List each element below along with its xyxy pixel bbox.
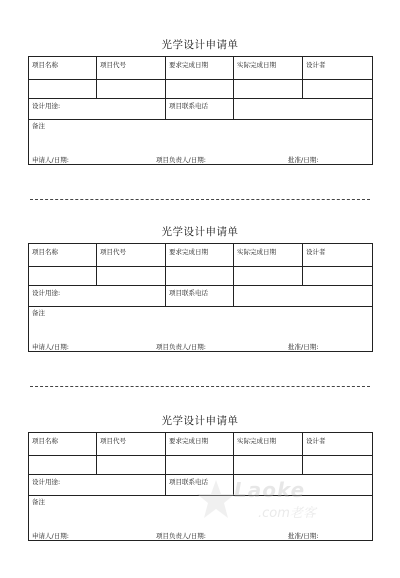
owner-signature: 项目负责人/日期: [156,343,206,351]
note-field[interactable]: 备注 [29,496,373,541]
form-title: 光学设计申请单 [161,226,239,238]
applicant-signature: 申请人/日期: [32,156,69,164]
form-title: 光学设计申请单 [161,39,239,51]
approver-signature: 批准/日期: [288,343,319,351]
note-field[interactable]: 备注 [29,120,373,165]
field-project-code[interactable] [97,80,166,99]
design-purpose-field[interactable]: 设计用途: [29,286,166,307]
field-required-date[interactable] [166,267,234,286]
header-designer: 设计者 [303,244,373,267]
header-project-name: 项目名称 [29,57,97,80]
field-actual-date[interactable] [234,456,303,475]
form-title: 光学设计申请单 [161,415,239,427]
header-actual-date: 实际完成日期 [234,433,303,456]
field-project-code[interactable] [97,267,166,286]
form-table [28,56,373,165]
header-actual-date: 实际完成日期 [234,57,303,80]
header-project-code: 项目代号 [97,433,166,456]
field-required-date[interactable] [166,80,234,99]
watermark-star-icon [196,478,236,522]
header-project-code: 项目代号 [97,57,166,80]
field-designer[interactable] [303,267,373,286]
contact-phone-label: 项目联系电话 [166,99,234,120]
applicant-signature: 申请人/日期: [32,343,69,351]
header-project-code: 项目代号 [97,244,166,267]
field-actual-date[interactable] [234,80,303,99]
watermark-logo [196,478,356,522]
field-actual-date[interactable] [234,267,303,286]
contact-phone-label: 项目联系电话 [166,475,234,496]
form-table [28,243,373,352]
design-purpose-field[interactable]: 设计用途: [29,99,166,120]
watermark-subtext: .com老客 [258,506,316,521]
approver-signature: 批准/日期: [288,532,319,540]
header-required-date: 要求完成日期 [166,57,234,80]
field-designer[interactable] [303,456,373,475]
applicant-signature: 申请人/日期: [32,532,69,540]
header-actual-date: 实际完成日期 [234,244,303,267]
header-designer: 设计者 [303,433,373,456]
field-required-date[interactable] [166,456,234,475]
field-designer[interactable] [303,80,373,99]
field-project-name[interactable] [29,80,97,99]
note-field[interactable]: 备注 [29,307,373,352]
header-required-date: 要求完成日期 [166,244,234,267]
header-required-date: 要求完成日期 [166,433,234,456]
approver-signature: 批准/日期: [288,156,319,164]
contact-phone-label: 项目联系电话 [166,286,234,307]
header-project-name: 项目名称 [29,244,97,267]
field-project-name[interactable] [29,267,97,286]
owner-signature: 项目负责人/日期: [156,532,206,540]
owner-signature: 项目负责人/日期: [156,156,206,164]
watermark-text: Laoke [234,478,306,502]
contact-phone-field[interactable] [234,286,373,307]
cut-line-1 [30,199,370,200]
design-purpose-field[interactable]: 设计用途: [29,475,166,496]
contact-phone-field[interactable] [234,99,373,120]
cut-line-2 [30,386,370,387]
field-project-code[interactable] [97,456,166,475]
field-project-name[interactable] [29,456,97,475]
header-designer: 设计者 [303,57,373,80]
header-project-name: 项目名称 [29,433,97,456]
